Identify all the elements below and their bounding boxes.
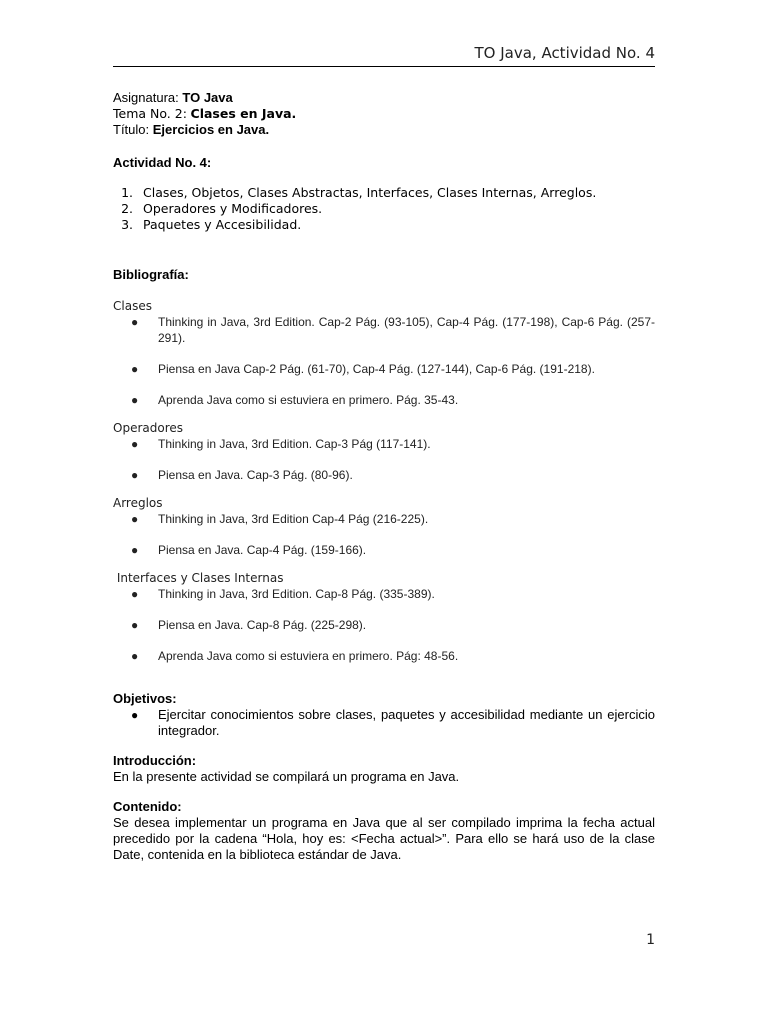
actividad-list: [113, 185, 655, 233]
tema-label: Tema No. 2:: [113, 106, 187, 121]
bullet-dot-icon: ●: [131, 437, 139, 451]
bullet-dot-icon: ●: [131, 543, 139, 557]
bib-ref-text: Piensa en Java. Cap-8 Pág. (225-298).: [158, 618, 367, 632]
bib-ref-text: Thinking in Java, 3rd Edition. Cap-8 Pág. (335-389).: [158, 587, 435, 601]
bib-ref-item: [113, 361, 655, 377]
actividad-item: 2. Operadores y Modificadores.: [137, 201, 655, 217]
page-header: [113, 44, 655, 67]
bib-refs-clases: [113, 314, 655, 408]
tema-value: Clases en Java.: [190, 106, 297, 121]
bullet-dot-icon: ●: [131, 587, 139, 601]
bib-ref-item: [113, 617, 655, 633]
titulo-label: Título:: [113, 122, 150, 137]
introduccion-heading: Introducción:: [113, 753, 197, 768]
bib-ref-text: Aprenda Java como si estuviera en primero. Pág: 48-56.: [158, 649, 459, 663]
bullet-dot-icon: ●: [131, 315, 139, 329]
bib-group-operadores: Operadores: [113, 421, 183, 435]
bullet-dot-icon: ●: [131, 649, 139, 663]
contenido-text: Se desea implementar un programa en Java que al ser compilado imprima la fecha actual precedido por la cadena “Hola, hoy es: <Fecha actual>”. Para ello se hará uso de la clase Date, contenida en la biblioteca estándar de Java.: [113, 815, 655, 862]
page-number: 1: [646, 932, 655, 948]
actividad-heading: Actividad No. 4:: [113, 155, 212, 170]
bib-ref-item: [113, 542, 655, 558]
bib-ref-item: [113, 392, 655, 408]
bib-ref-text: Piensa en Java Cap-2 Pág. (61-70), Cap-4 Pág. (127-144), Cap-6 Pág. (191-218).: [158, 362, 595, 376]
bib-refs-arreglos: [113, 511, 655, 558]
bib-ref-item: [113, 586, 655, 602]
bib-ref-item: [113, 467, 655, 483]
bib-refs-operadores: [113, 436, 655, 483]
contenido-heading: Contenido:: [113, 799, 182, 814]
bib-ref-text: Piensa en Java. Cap-4 Pág. (159-166).: [158, 543, 367, 557]
objetivos-list: [113, 707, 655, 739]
titulo-value: Ejercicios en Java.: [152, 122, 270, 137]
bullet-dot-icon: ●: [131, 362, 139, 376]
bullet-dot-icon: ●: [131, 708, 139, 722]
bib-refs-interfaces: [113, 586, 655, 664]
bib-ref-text: Aprenda Java como si estuviera en primero. Pág. 35-43.: [158, 393, 459, 407]
bullet-dot-icon: ●: [131, 468, 139, 482]
bib-ref-text: Thinking in Java, 3rd Edition Cap-4 Pág (216-225).: [158, 512, 429, 526]
bib-ref-text: Thinking in Java, 3rd Edition. Cap-3 Pág (117-141).: [158, 437, 431, 451]
bullet-dot-icon: ●: [131, 512, 139, 526]
document-body: [113, 90, 655, 863]
actividad-item: 1. Clases, Objetos, Clases Abstractas, Interfaces, Clases Internas, Arreglos.: [137, 185, 655, 201]
bib-ref-item: [113, 314, 655, 346]
bibliografia-heading: Bibliografía:: [113, 267, 189, 282]
bib-ref-text: Piensa en Java. Cap-3 Pág. (80-96).: [158, 468, 353, 482]
meta-block: [113, 90, 655, 138]
asignatura-line: [113, 90, 655, 106]
bib-group-clases: Clases: [113, 299, 152, 313]
bullet-dot-icon: ●: [131, 618, 139, 632]
bib-ref-item: [113, 648, 655, 664]
actividad-item: 3. Paquetes y Accesibilidad.: [137, 217, 655, 233]
bib-group-interfaces: Interfaces y Clases Internas: [113, 571, 284, 585]
bib-ref-item: [113, 511, 655, 527]
introduccion-text: En la presente actividad se compilará un programa en Java.: [113, 769, 460, 784]
objetivo-item: [113, 707, 655, 739]
objetivo-text: Ejercitar conocimientos sobre clases, paquetes y accesibilidad mediante un ejercicio integrador.: [158, 707, 655, 738]
header-title: TO Java, Actividad No. 4: [474, 44, 655, 62]
asignatura-value: TO Java: [182, 90, 233, 105]
titulo-line: [113, 122, 655, 138]
bibliografia-section: [113, 298, 655, 664]
bib-group-arreglos: Arreglos: [113, 496, 163, 510]
bib-ref-text: Thinking in Java, 3rd Edition. Cap-2 Pág. (93-105), Cap-4 Pág. (177-198), Cap-6 Pág. (257-291).: [158, 315, 655, 345]
asignatura-label: Asignatura:: [113, 90, 179, 105]
objetivos-heading: Objetivos:: [113, 691, 177, 706]
bib-ref-item: [113, 436, 655, 452]
bullet-dot-icon: ●: [131, 393, 139, 407]
tema-line: [113, 106, 655, 122]
